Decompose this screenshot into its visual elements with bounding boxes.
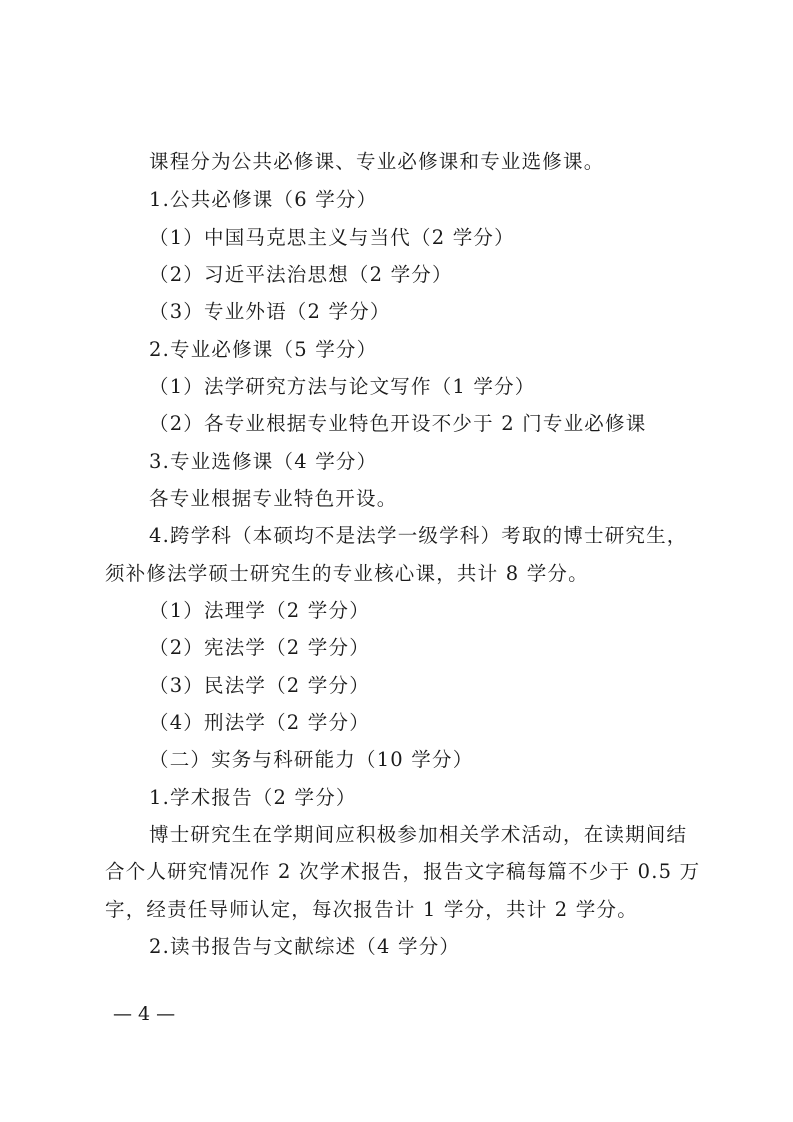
section-academic-report: 1.学术报告（2 学分） [149,786,357,809]
course-item: （4）刑法学（2 学分） [149,711,370,734]
course-item: （3）民法学（2 学分） [149,674,370,697]
paragraph-line: 合个人研究情况作 2 次学术报告，报告文字稿每篇不少于 0.5 万 [105,860,701,883]
course-item: （1）法学研究方法与论文写作（1 学分） [149,375,536,398]
course-item: （2）习近平法治思想（2 学分） [149,263,453,286]
course-item: （2）各专业根据专业特色开设不少于 2 门专业必修课 [149,412,647,435]
intro-line: 课程分为公共必修课、专业必修课和专业选修课。 [149,150,605,173]
paragraph-line: 字，经责任导师认定，每次报告计 1 学分，共计 2 学分。 [105,898,638,921]
section-public-required: 1.公共必修课（6 学分） [149,188,378,211]
section-cross-discipline: 4.跨学科（本硕均不是法学一级学科）考取的博士研究生， [149,524,688,547]
section-reading-report: 2.读书报告与文献综述（4 学分） [149,935,461,958]
course-item: （1）中国马克思主义与当代（2 学分） [149,226,515,249]
course-item: （3）专业外语（2 学分） [149,300,391,323]
page-number: — 4 — [113,1003,176,1025]
paragraph-line: 博士研究生在学期间应积极参加相关学术活动，在读期间结 [149,823,688,846]
section-major-elective: 3.专业选修课（4 学分） [149,450,378,473]
course-item: （1）法理学（2 学分） [149,599,370,622]
paragraph-line: 须补修法学硕士研究生的专业核心课，共计 8 学分。 [105,562,589,585]
paragraph-line: 各专业根据专业特色开设。 [149,487,398,510]
course-item: （2）宪法学（2 学分） [149,636,370,659]
section-practice-research: （二）实务与科研能力（10 学分） [149,748,474,771]
section-major-required: 2.专业必修课（5 学分） [149,338,378,361]
